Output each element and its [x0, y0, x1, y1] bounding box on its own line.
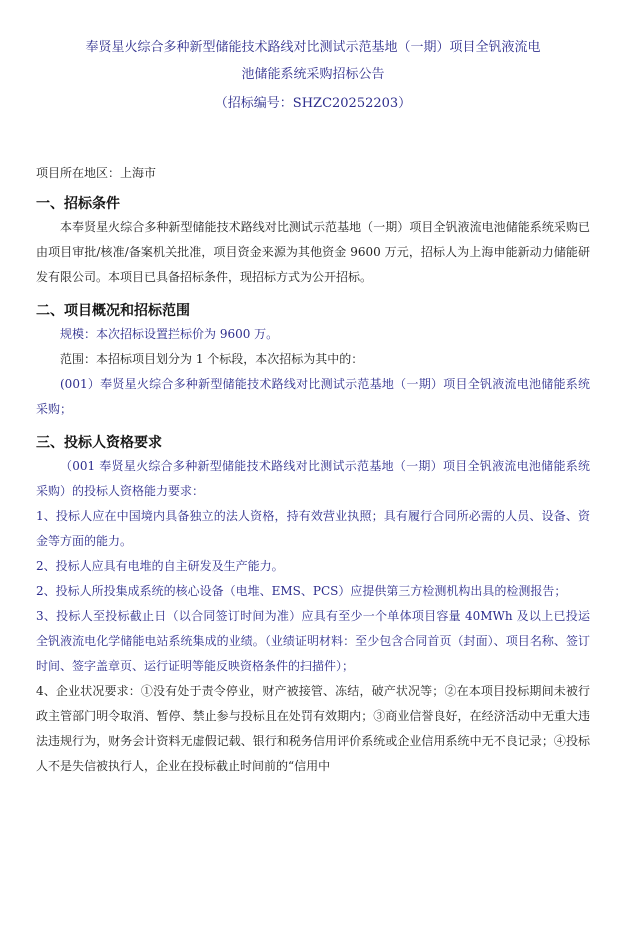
lot-paragraph: (001）奉贤星火综合多种新型储能技术路线对比测试示范基地（一期）项目全钒液流电池储能系统采购； [36, 377, 590, 416]
requirement-3: 3、投标人至投标截止日（以合同签订时间为准）应具有至少一个单体项目容量 40MWh 及以上已投运全钒液流电化学储能电站系统集成的业绩。（业绩证明材料：至少包含合同首页（封面）、项目名称、签订时间、签字盖章页、运行证明等能反映资格条件的扫描件）； [36, 609, 590, 673]
scope-paragraph: 范围：本招标项目划分为 1 个标段，本次招标为其中的： [60, 352, 364, 366]
announcement-title-line-1: 奉贤星火综合多种新型储能技术路线对比测试示范基地（一期）项目全钒液流电 [85, 40, 541, 55]
announcement-title-line-2: 池储能系统采购招标公告 [241, 67, 385, 82]
announcement-header [36, 0, 590, 117]
section-heading-overview: 二、项目概况和招标范围 [36, 303, 190, 319]
section-heading-conditions: 一、招标条件 [36, 196, 120, 212]
requirement-4: 4、企业状况要求：①没有处于责令停业，财产被接管、冻结，破产状况等；②在本项目投标期间未被行政主管部门明令取消、暂停、禁止参与投标且在处罚有效期内；③商业信誉良好，在经济活动中无重大违法违规行为，财务会计资料无虚假记载、银行和税务信用评价系统或企业信用系统中无不良记录；④投标人不是失信被执行人，企业在投标截止时间前的“信用中 [36, 684, 590, 773]
requirement-2b: 2、投标人所投集成系统的核心设备（电堆、EMS、PCS）应提供第三方检测机构出具的检测报告； [36, 584, 567, 598]
scale-paragraph: 规模：本次招标设置拦标价为 9600 万。 [60, 327, 279, 341]
tender-code: （招标编号：SHZC20252203） [214, 96, 412, 111]
section-heading-qualification: 三、投标人资格要求 [36, 435, 162, 451]
requirement-2a: 2、投标人应具有电堆的自主研发及生产能力。 [36, 559, 284, 573]
project-region: 项目所在地区：上海市 [36, 166, 157, 180]
conditions-paragraph: 本奉贤星火综合多种新型储能技术路线对比测试示范基地（一期）项目全钒液流电池储能系统采购已由项目审批/核准/备案机关批准，项目资金来源为其他资金 9600 万元，招标人为上海申能新动力储能研发有限公司。本项目已具备招标条件，现招标方式为公开招标。 [36, 220, 590, 284]
qualification-intro: （001 奉贤星火综合多种新型储能技术路线对比测试示范基地（一期）项目全钒液流电池储能系统采购）的投标人资格能力要求： [36, 459, 590, 498]
requirement-1: 1、投标人应在中国境内具备独立的法人资格，持有效营业执照；具有履行合同所必需的人员、设备、资金等方面的能力。 [36, 509, 590, 548]
